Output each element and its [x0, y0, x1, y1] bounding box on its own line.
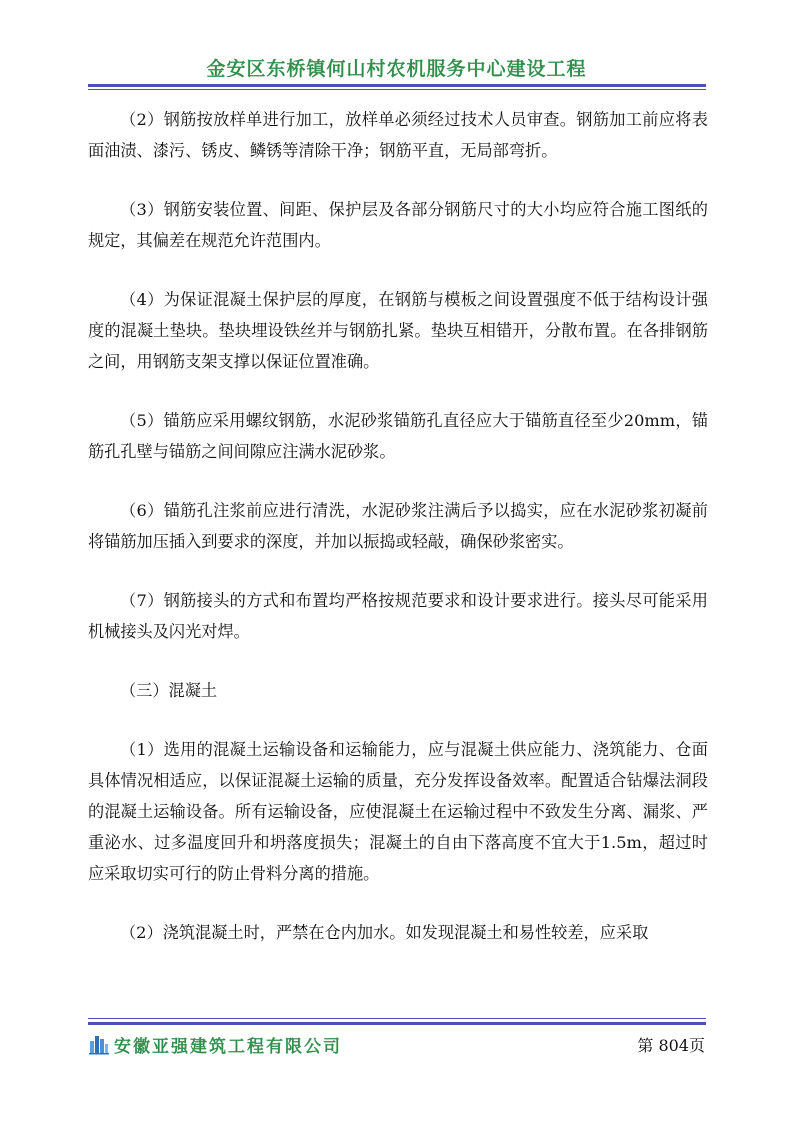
section-heading: （三）混凝土: [120, 681, 218, 700]
page-number: 第 804页: [637, 1036, 705, 1055]
body-content: [88, 104, 708, 976]
company-name: 安徽亚强建筑工程有限公司: [114, 1036, 342, 1057]
paragraph: （2）钢筋按放样单进行加工，放样单必须经过技术人员审查。钢筋加工前应将表面油渍、漆污、锈皮、鳞锈等清除干净；钢筋平直，无局部弯折。: [88, 110, 708, 160]
header-rule-thick: [88, 84, 706, 87]
footer-rule-thick: [88, 1022, 706, 1025]
header-title: 金安区东桥镇何山村农机服务中心建设工程: [206, 58, 587, 80]
footer-company: [88, 1030, 342, 1058]
paragraph: （3）钢筋安装位置、间距、保护层及各部分钢筋尺寸的大小均应符合施工图纸的规定，其偏差在规范允许范围内。: [88, 200, 708, 250]
paragraph: （1）选用的混凝土运输设备和运输能力，应与混凝土供应能力、浇筑能力、仓面具体情况相适应，以保证混凝土运输的质量，充分发挥设备效率。配置适合钻爆法洞段的混凝土运输设备。所有运输设备，应使混凝土在运输过程中不致发生分离、漏浆、严重泌水、过多温度回升和坍落度损失；混凝土的自由下落高度不宜大于1.5m，超过时应采取切实可行的防止骨料分离的措施。: [88, 740, 708, 883]
paragraph: （6）锚筋孔注浆前应进行清洗，水泥砂浆注满后予以捣实，应在水泥砂浆初凝前将锚筋加压插入到要求的深度，并加以振捣或轻敲，确保砂浆密实。: [88, 501, 708, 551]
paragraph: （2）浇筑混凝土时，严禁在仓内加水。如发现混凝土和易性较差，应采取: [120, 923, 649, 942]
header-rule-thin: [88, 89, 706, 90]
paragraph: （4）为保证混凝土保护层的厚度，在钢筋与模板之间设置强度不低于结构设计强度的混凝土垫块。垫块埋设铁丝并与钢筋扎紧。垫块互相错开，分散布置。在各排钢筋之间，用钢筋支架支撑以保证位置准确。: [88, 290, 708, 371]
paragraph: （7）钢筋接头的方式和布置均严格按规范要求和设计要求进行。接头尽可能采用机械接头及闪光对焊。: [88, 591, 708, 641]
paragraph: （5）锚筋应采用螺纹钢筋，水泥砂浆锚筋孔直径应大于锚筋直径至少20mm，锚筋孔孔壁与锚筋之间间隙应注满水泥砂浆。: [88, 411, 708, 461]
footer-rule-thin: [88, 1018, 706, 1019]
building-logo-icon: [88, 1033, 110, 1055]
